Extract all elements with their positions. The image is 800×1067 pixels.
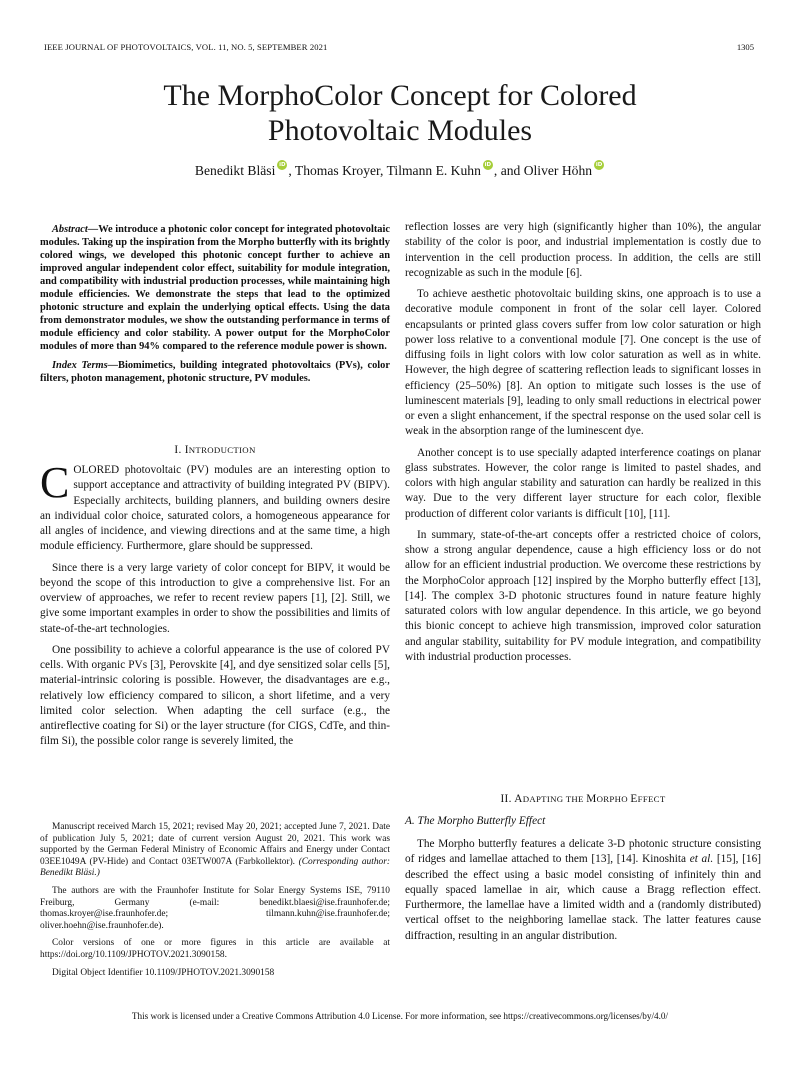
footnotes — [40, 822, 390, 979]
right-paragraph-4: In summary, state-of-the-art concepts offer a restricted choice of colors, show a strong angular dependence, cause a high efficiency loss or do not allow for an efficient industrial production. We overcome these restrictions by the MorphoColor approach [12] inspired by the Morpho butterfly effect [13], [14]. The complex 3-D photonic structures found in nature feature highly saturated colors with low angular dependence. In this article, we go beyond this bionic concept to achieve high transmission, improved color saturation and angular stability, suitability for PV module integration, and compatibility with industrial production processes. — [405, 528, 761, 663]
section2-body — [405, 837, 761, 944]
running-head: IEEE JOURNAL OF PHOTOVOLTAICS, VOL. 11, NO. 5, SEPTEMBER 2021 — [44, 42, 328, 52]
abstract-label: Abstract— — [52, 224, 99, 235]
index-terms — [40, 359, 390, 385]
paper-title — [40, 78, 760, 148]
subsection-heading-morpho: A. The Morpho Butterfly Effect — [405, 815, 546, 827]
right-paragraph-3: Another concept is to use specially adapted interference coatings on planar glass substrates. However, the color range is limited to pastel shades, and colors with high angular stability and saturation can hardly be realized in this way. Due to the very different layer structure for each color, flexible production of different color variants is difficult [10], [11]. — [405, 446, 761, 520]
footnote-color-versions: Color versions of one or more figures in this article are available at https://doi.org/10.1109/JPHOTOV.2021.3090158. — [40, 938, 390, 960]
index-terms-text: Biomimetics, building integrated photovoltaics (PVs), color filters, photon management, photonic structure, PV modules. — [40, 360, 390, 384]
author-1: Benedikt Bläsi — [194, 163, 276, 178]
page-number: 1305 — [736, 42, 754, 52]
abstract-block — [40, 223, 390, 385]
orcid-icon[interactable] — [594, 160, 604, 170]
introduction-body — [40, 458, 390, 750]
right-paragraph-1: reflection losses are very high (significantly higher than 10%), the angular stability of the color is poor, and industrial implementation is costly due to intervention in the cell production process. In addition, the cells are still recognizable as such in the module [6]. — [405, 221, 761, 279]
section-heading-adapting: II. ADAPTING THE MORPHO EFFECT — [500, 793, 666, 805]
orcid-icon[interactable] — [483, 160, 493, 170]
abstract-text: We introduce a photonic color concept for integrated photovoltaic modules. Taking up the inspiration from the Morpho butterfly with its brightly colored wings, we developed this photonic concept further to achieve an improved angular independent color effect, suitability for module integration, and compatibility with industrial production processes, while maintaining high module efficiencies. We demonstrate the steps that lead to the optimized photonic structure and explain the underlying optical effects. Using the data from demonstrator modules, we show the outstanding performance in terms of module efficiency and color stability. A power output for the MorphoColor modules of more than 94% compared to the reference module power is shown. — [40, 224, 390, 352]
intro-paragraph-1: COLORED photovoltaic (PV) modules are an interesting option to support acceptance and attractivity of building integrated PV (BIPV). Especially architects, building planners, and building owners desire an individual color choice, saturated colors, a homogeneous appearance for all angles of incidence, and viewing directions and at the same time, a high module efficiency. Furthermore, glare should be suppressed. — [40, 458, 390, 553]
orcid-icon[interactable] — [277, 160, 287, 170]
right-paragraph-2: To achieve aesthetic photovoltaic building skins, one approach is to use a decorative module component in front of the solar cell layer. Colored encapsulants or printed glass covers suffer from low color saturation or high power loss relative to a conventional module [7]. One concept is the use of diffusing foils in light colors with low color saturation as well as in white. However, the high degree of scattering reflection leads to significant losses in efficiency (25–50%) [8]. An option to mitigate such losses is the use of luminescent materials [9], leading to only small reductions in electrical power or even a slight enhancement, if the spectral response on the used solar cell is weak in the absorption range of the luminescent dye. — [405, 288, 761, 438]
author-4: , and Oliver Höhn — [493, 163, 593, 178]
footnote-manuscript: Manuscript received March 15, 2021; revised May 20, 2021; accepted June 7, 2021. Date of publication July 5, 2021; date of current version August 20, 2021. This work was supported by the German Federal Ministry of Economic Affairs and Energy under Contact 03EE1049A (PV-Hide) and Contact 03ETW007A (Farbkollektor). (Corresponding author: Benedikt Bläsi.) — [40, 822, 390, 879]
intro-paragraph-2: Since there is a very large variety of color concept for BIPV, it would be beyond the scope of this introduction to give a comprehensive list. For an overview of approaches, we refer to recent review papers [1], [2]. Still, we give some important examples in order to show the possibilities and limits of state-of-the-art technologies. — [40, 561, 390, 635]
author-list — [40, 160, 760, 179]
abstract — [40, 223, 390, 353]
section-heading-introduction: I. INTRODUCTION — [174, 444, 256, 456]
drop-cap: C — [40, 458, 70, 507]
right-column-body — [405, 220, 761, 665]
title-line-1: The MorphoColor Concept for Colored — [163, 79, 637, 112]
section2-paragraph-1: The Morpho butterfly features a delicate 3-D photonic structure consisting of ridges and lamellae attached to them [13], [14]. Kinoshita et al. [15], [16] described the effect using a basic model consisting of infinitely thin and equally spaced lamellae in air, which cause a Bragg reflection effect. Furthermore, the lamellae have a limited width and a (randomly distributed) vertical offset to the neighboring lamellae stack. The latter features cause diffraction, resulting in an angular distribution. — [405, 838, 761, 942]
intro-paragraph-3: One possibility to achieve a colorful appearance is the use of colored PV cells. With organic PVs [3], Perovskite [4], and dye sensitized solar cells [5], material-intrinsic coloring is possible. However, the disadvantages are e.g., relatively low efficiency compared to silicon, a short lifetime, and a very limited color selection. When adapting the cell surface (e.g., the antireflective coating for Si) or the layer structure (for CIGS, CdTe, and thin-film Si), the possible color range is severely limited, the — [40, 643, 390, 748]
footnote-affiliation: The authors are with the Fraunhofer Institute for Solar Energy Systems ISE, 79110 Freiburg, Germany (e-mail: benedikt.blaesi@ise.fraunhofer.de; thomas.kroyer@ise.fraunhofer.de; tilmann.kuhn@ise.fraunhofer.de; oliver.hoehn@ise.fraunhofer.de). — [40, 885, 390, 931]
license-notice: This work is licensed under a Creative Commons Attribution 4.0 License. For more information, see https://creativecommons.org/licenses/by/4.0/ — [131, 1011, 669, 1021]
index-terms-label: Index Terms— — [52, 360, 119, 371]
authors-2-3: , Thomas Kroyer, Tilmann E. Kuhn — [288, 163, 481, 178]
title-line-2: Photovoltaic Modules — [267, 114, 533, 147]
footnote-doi: Digital Object Identifier 10.1109/JPHOTOV.2021.3090158 — [52, 967, 275, 978]
